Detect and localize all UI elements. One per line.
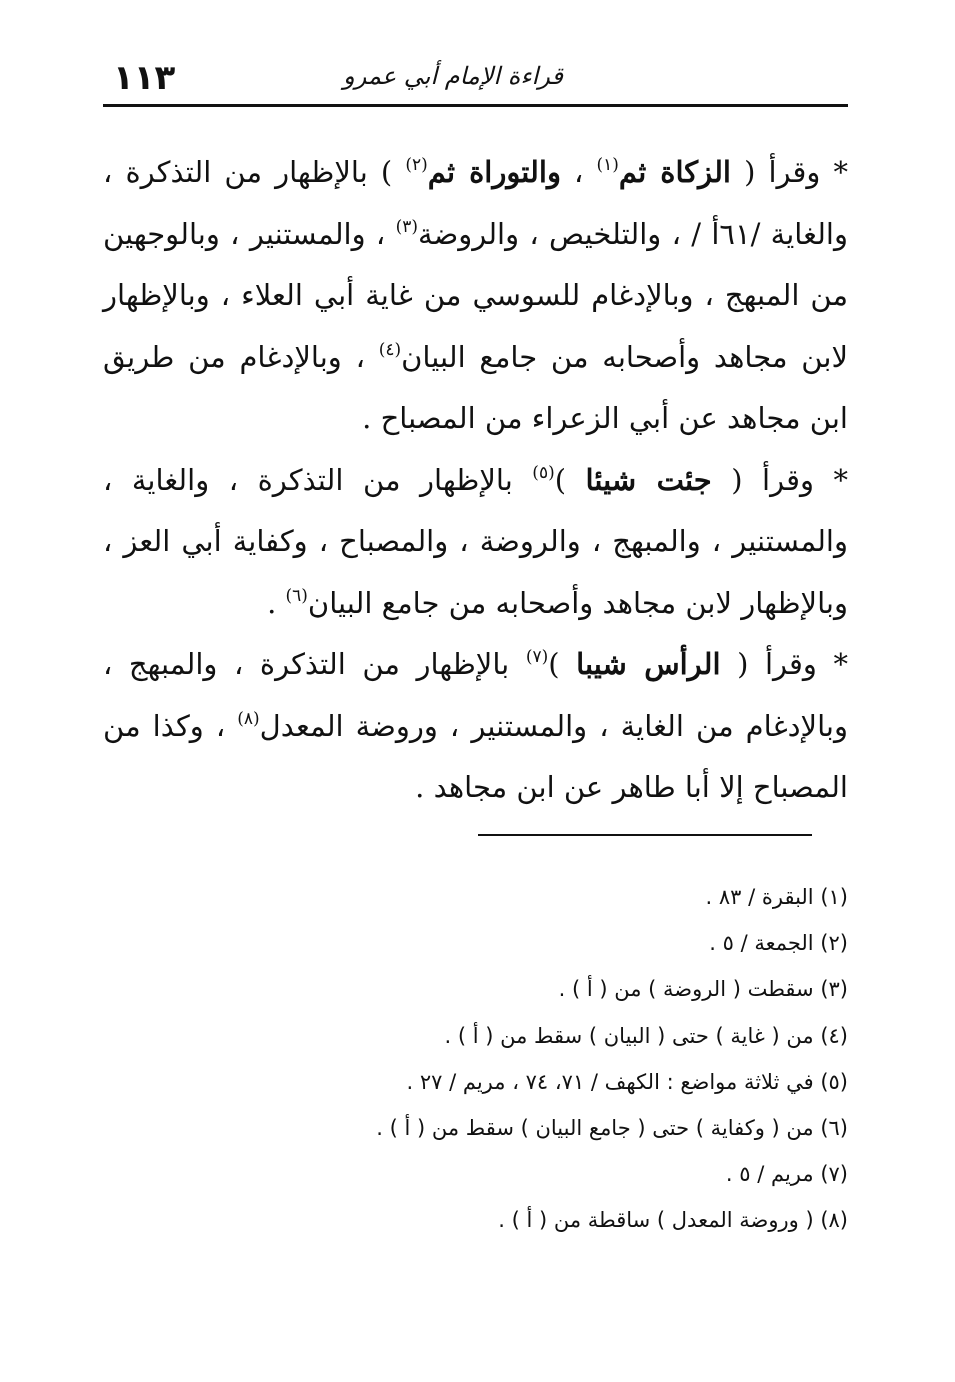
- footnote-1: (١) البقرة / ٨٣ .: [705, 885, 848, 909]
- footnote-ref[interactable]: (٦): [285, 585, 308, 606]
- text-run: ،: [560, 155, 597, 189]
- footnote-7: (٧) مريم / ٥ .: [725, 1162, 848, 1187]
- quran-word: الزكاة ثم: [618, 155, 731, 189]
- text-run: .: [267, 585, 286, 620]
- main-text: [103, 142, 848, 819]
- text-run: ، والمستنير ، وبالوجهين من المبهج ، وبالإدغام للسوسي من غاية أبي العلاء ، وبالإظهار لابن مجاهد وأصحابه من جامع البيان: [103, 216, 848, 374]
- footnote-2: (٢) الجمعة / ٥ .: [709, 931, 848, 956]
- footnotes: [103, 874, 848, 1244]
- page-header: [103, 58, 848, 107]
- footnote-5: (٥) في ثلاثة مواضع : الكهف / ٧١، ٧٤ ، مريم / ٢٧ .: [406, 1069, 848, 1094]
- footnote-ref[interactable]: (٣): [395, 216, 419, 237]
- paragraph-2: [103, 450, 848, 635]
- text-run: ، وكذا من المصباح إلا أبا طاهر عن ابن مجاهد .: [103, 708, 848, 804]
- page-number: ١١٣: [113, 58, 176, 98]
- footnote-4: (٤) من ( غاية ) حتى ( البيان ) سقط من ( أ ) .: [444, 1023, 848, 1048]
- footnote-ref[interactable]: (٨): [237, 708, 260, 729]
- footnote-ref[interactable]: (٢): [405, 155, 428, 175]
- footnote-ref[interactable]: (٥): [532, 462, 555, 483]
- footnote-separator: [478, 834, 812, 836]
- star-bullet: *: [833, 462, 848, 497]
- text-run: ): [554, 462, 586, 497]
- star-bullet: *: [833, 155, 848, 189]
- text-run: بالإظهار من التذكرة ، والمبهج ، وبالإدغام من الغاية ، والمستنير ، وروضة المعدل: [103, 647, 848, 743]
- star-bullet: *: [833, 647, 848, 681]
- quran-word: جئت شيئا: [585, 462, 712, 497]
- text-run: وقرأ (: [731, 155, 834, 189]
- text-run: بالإظهار من التذكرة ، والغاية ، والمستنير ، والمبهج ، والروضة ، والمصباح ، وكفاية أبي العز ، وبالإظهار لابن مجاهد وأصحابه من جامع البيان: [103, 462, 848, 620]
- text-run: ): [548, 647, 577, 681]
- footnote-6: (٦) من ( وكفاية ) حتى ( جامع البيان ) سقط من ( أ ) .: [376, 1116, 848, 1141]
- footnote-8: (٨) ( وروضة المعدل ) ساقطة من ( أ ) .: [498, 1208, 848, 1233]
- footnote-ref[interactable]: (٧): [525, 647, 549, 667]
- text-run: ) بالإظهار من التذكرة ، والغاية /٦١أ / ، والتلخيص ، والروضة: [103, 155, 848, 251]
- footnote-3: (٣) سقطت ( الروضة ) من ( أ ) .: [558, 977, 848, 1002]
- text-run: وقرأ (: [711, 462, 834, 497]
- paragraph-1: [103, 142, 848, 450]
- quran-word: الرأس شيبا: [576, 647, 721, 681]
- quran-word: والتوراة ثم: [427, 155, 561, 189]
- paragraph-3: [103, 634, 848, 819]
- text-run: ، وبالإدغام من طريق ابن مجاهد عن أبي الزعراء من المصباح .: [103, 339, 848, 435]
- footnote-ref[interactable]: (٤): [378, 339, 402, 360]
- footnote-ref[interactable]: (١): [596, 155, 619, 175]
- running-title: قراءة الإمام أبي عمرو: [343, 62, 563, 90]
- text-run: وقرأ (: [720, 647, 834, 681]
